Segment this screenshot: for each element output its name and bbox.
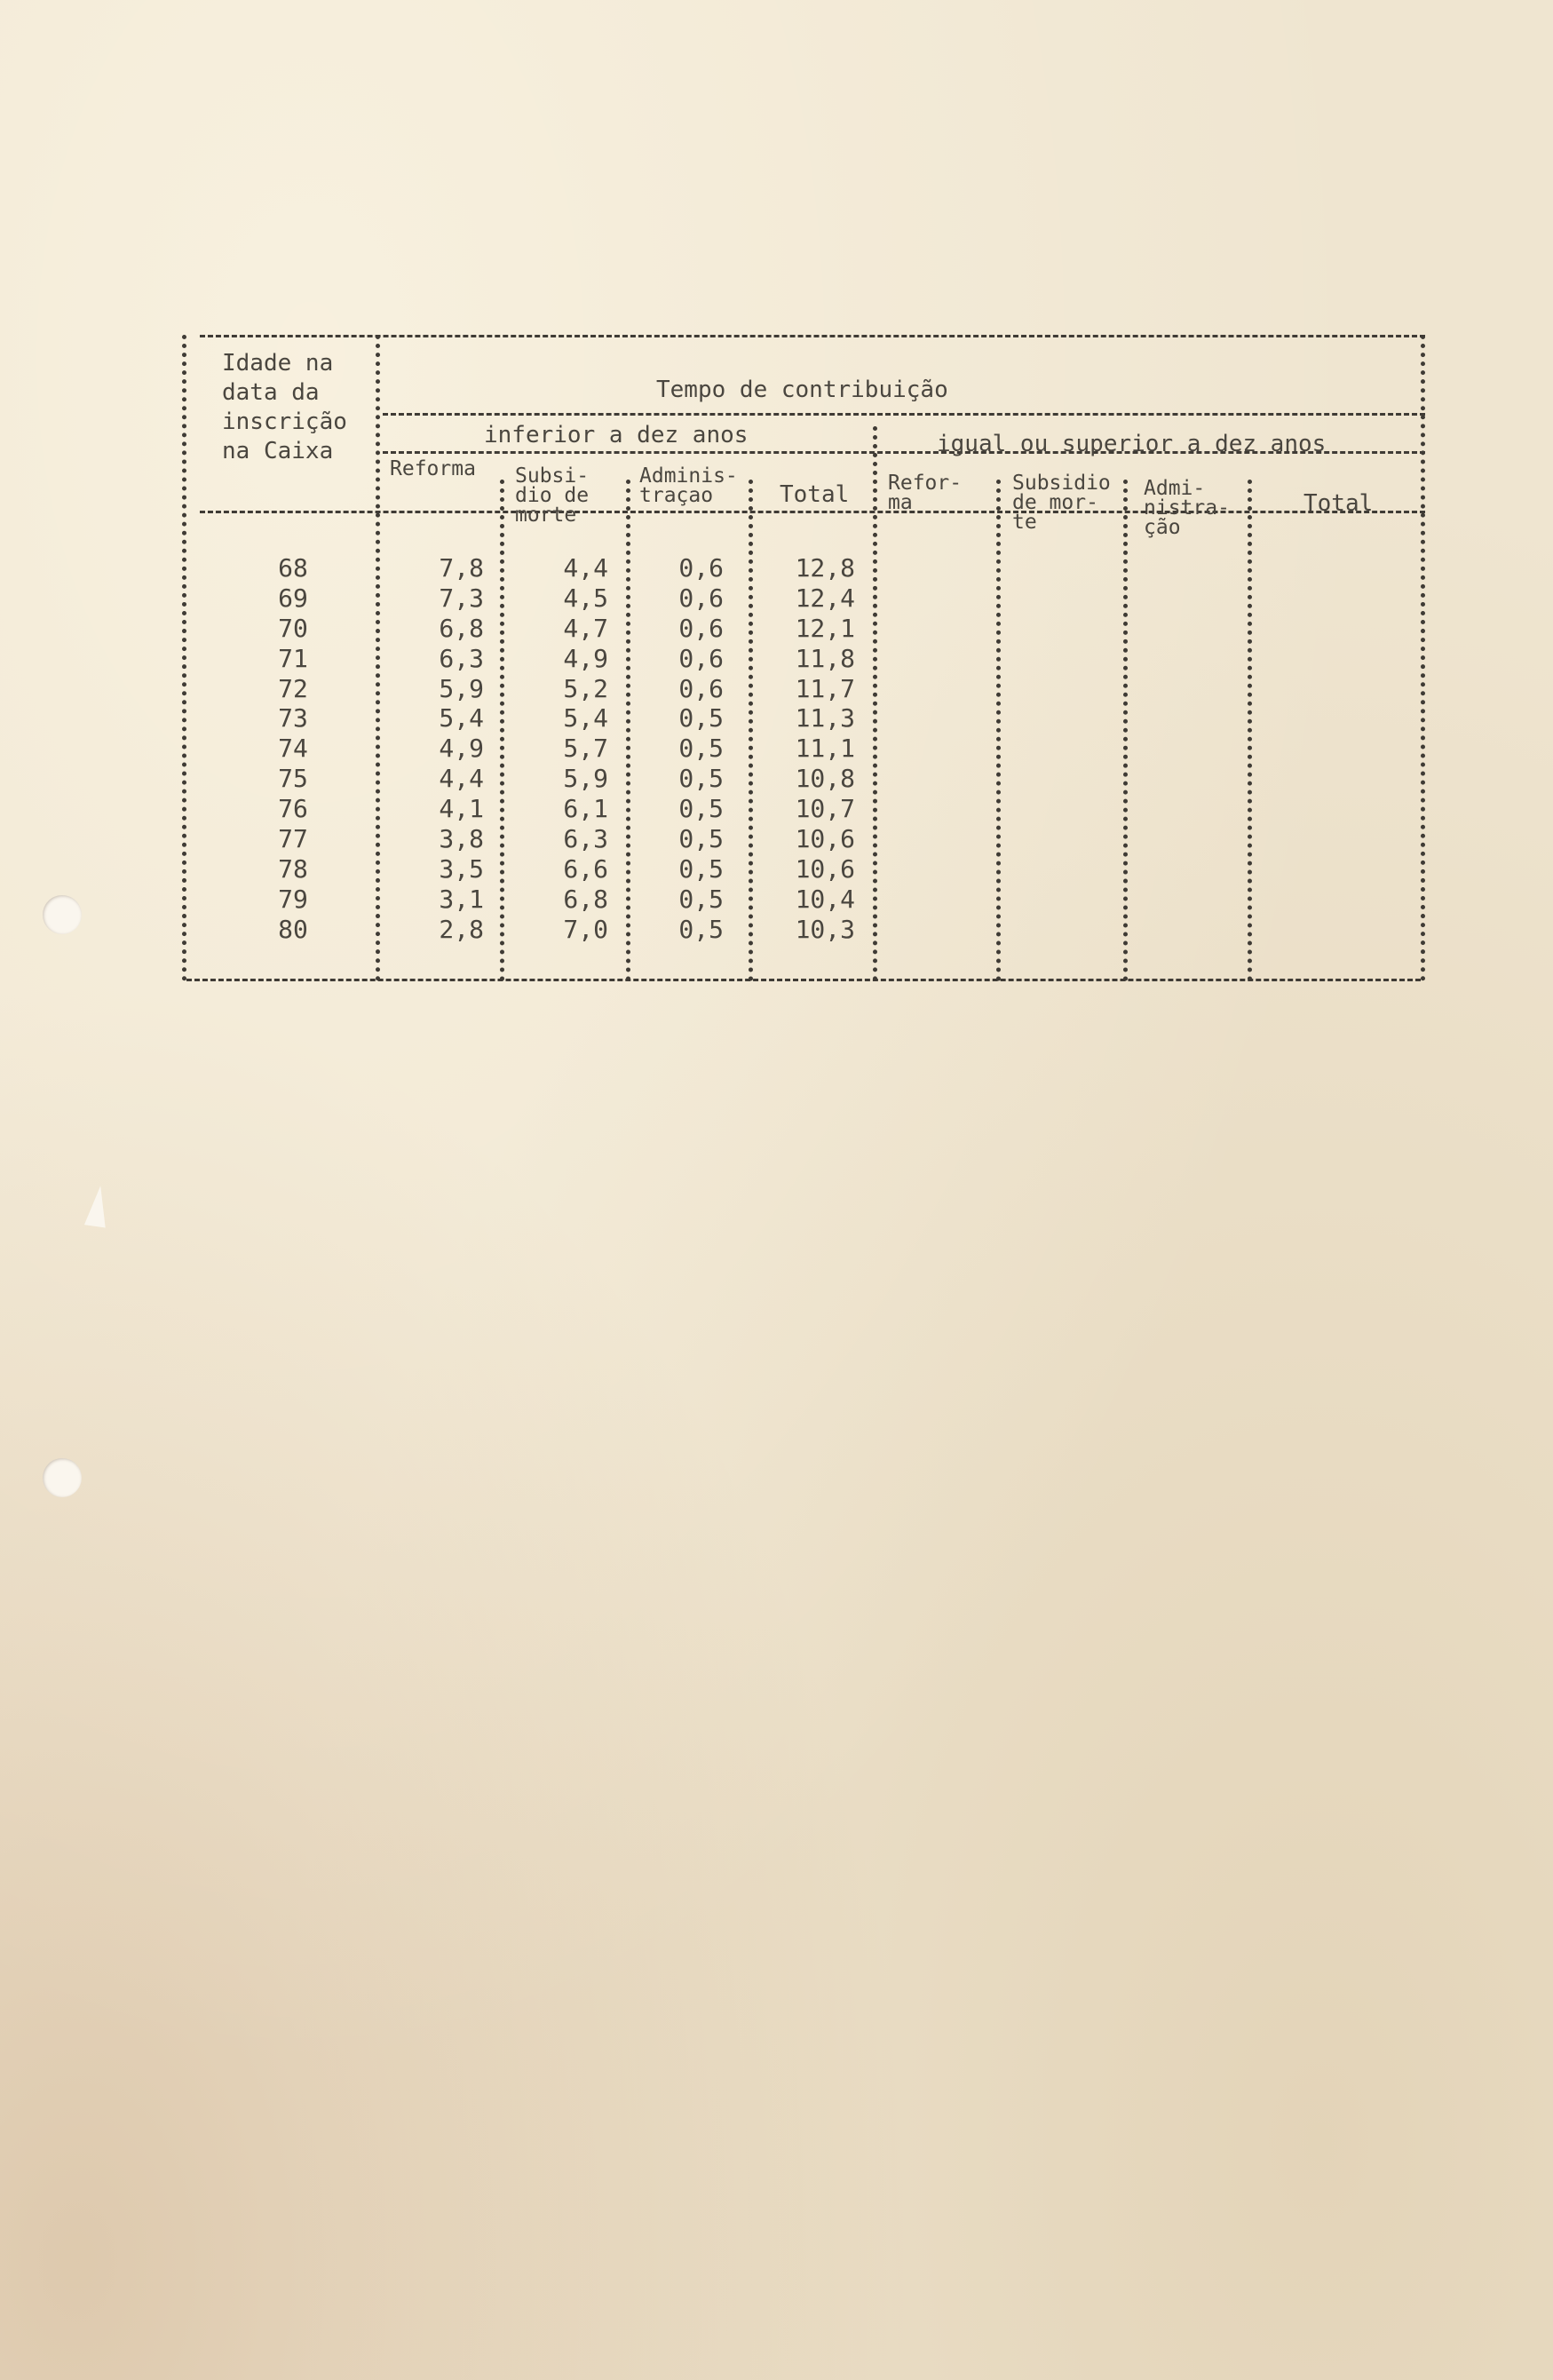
punch-hole-top bbox=[43, 895, 82, 934]
table-cell: 74 bbox=[278, 734, 308, 764]
table-cell: 11,7 bbox=[795, 673, 855, 703]
main-header: Tempo de contribuição bbox=[656, 377, 948, 403]
table-cell: 0,5 bbox=[678, 794, 724, 824]
age-header: Idade na data da inscrição na Caixa bbox=[222, 350, 347, 464]
table-cell: 2,8 bbox=[439, 914, 484, 944]
paper-tear bbox=[84, 1185, 111, 1228]
col-header-right-subsidio-morte: Subsidio de mor- te bbox=[1012, 472, 1111, 534]
table-cell: 0,5 bbox=[678, 853, 724, 884]
group-right-title: igual ou superior a dez anos bbox=[937, 431, 1327, 457]
col-header-administracao: Adminis- traçao bbox=[639, 464, 738, 507]
col-header-right-reforma: Refor- ma bbox=[888, 472, 963, 514]
table-cell: 5,4 bbox=[439, 703, 484, 734]
table-cell: 6,3 bbox=[563, 824, 608, 854]
table-cell: 7,8 bbox=[439, 553, 484, 583]
table-cell: 6,8 bbox=[563, 884, 608, 914]
table-cell: 72 bbox=[278, 673, 308, 703]
divider-right-subsidio bbox=[1123, 480, 1128, 981]
table-cell: 6,1 bbox=[563, 794, 608, 824]
table-cell: 4,5 bbox=[563, 583, 608, 613]
table-cell: 10,7 bbox=[795, 794, 855, 824]
table-cell: 0,6 bbox=[678, 583, 724, 613]
table-cell: 12,8 bbox=[795, 553, 855, 583]
table-cell: 3,1 bbox=[439, 884, 484, 914]
table-cell: 4,9 bbox=[563, 643, 608, 673]
table-cell: 4,4 bbox=[563, 553, 608, 583]
table-cell: 70 bbox=[278, 613, 308, 643]
table-cell: 0,5 bbox=[678, 734, 724, 764]
table-cell: 11,8 bbox=[795, 643, 855, 673]
table-cell: 10,3 bbox=[795, 914, 855, 944]
divider-age bbox=[376, 335, 380, 981]
table-cell: 3,8 bbox=[439, 824, 484, 854]
table-cell: 6,6 bbox=[563, 853, 608, 884]
table-cell: 4,7 bbox=[563, 613, 608, 643]
divider-right-adminis bbox=[1248, 480, 1252, 981]
rule-top bbox=[200, 335, 1425, 337]
table-cell: 78 bbox=[278, 853, 308, 884]
table-cell: 4,1 bbox=[439, 794, 484, 824]
col-header-total: Total bbox=[780, 481, 850, 508]
border-right bbox=[1421, 335, 1425, 981]
table-cell: 4,4 bbox=[439, 764, 484, 794]
data-table bbox=[182, 333, 1425, 992]
table-cell: 68 bbox=[278, 553, 308, 583]
table-cell: 79 bbox=[278, 884, 308, 914]
table-cell: 6,3 bbox=[439, 643, 484, 673]
table-cell: 10,4 bbox=[795, 884, 855, 914]
divider-subsidio bbox=[626, 480, 630, 981]
total-column bbox=[750, 553, 855, 945]
table-cell: 80 bbox=[278, 914, 308, 944]
rule-under-main-header bbox=[383, 413, 1425, 416]
punch-hole-bottom bbox=[43, 1458, 82, 1497]
group-left-title: inferior a dez anos bbox=[484, 422, 749, 448]
divider-reforma bbox=[500, 480, 504, 981]
rule-bottom bbox=[186, 979, 1421, 981]
table-cell: 0,6 bbox=[678, 643, 724, 673]
table-cell: 11,1 bbox=[795, 734, 855, 764]
col-header-right-total: Total bbox=[1303, 490, 1374, 517]
divider-right-reforma bbox=[996, 480, 1001, 981]
table-cell: 0,5 bbox=[678, 914, 724, 944]
table-cell: 5,2 bbox=[563, 673, 608, 703]
table-cell: 0,6 bbox=[678, 673, 724, 703]
table-cell: 69 bbox=[278, 583, 308, 613]
table-cell: 10,6 bbox=[795, 824, 855, 854]
table-cell: 6,8 bbox=[439, 613, 484, 643]
table-cell: 0,5 bbox=[678, 884, 724, 914]
col-header-reforma: Reforma bbox=[390, 457, 476, 480]
table-cell: 5,9 bbox=[563, 764, 608, 794]
table-cell: 3,5 bbox=[439, 853, 484, 884]
table-cell: 0,6 bbox=[678, 553, 724, 583]
rule-under-column-headers bbox=[200, 511, 1425, 513]
col-header-right-administracao: Admi- nistra- ção bbox=[1144, 477, 1230, 539]
table-cell: 73 bbox=[278, 703, 308, 734]
table-cell: 7,3 bbox=[439, 583, 484, 613]
table-cell: 76 bbox=[278, 794, 308, 824]
table-cell: 0,5 bbox=[678, 703, 724, 734]
table-cell: 4,9 bbox=[439, 734, 484, 764]
table-cell: 12,1 bbox=[795, 613, 855, 643]
table-cell: 7,0 bbox=[563, 914, 608, 944]
table-cell: 71 bbox=[278, 643, 308, 673]
table-cell: 0,5 bbox=[678, 824, 724, 854]
divider-groups bbox=[873, 426, 877, 981]
col-header-subsidio-morte: Subsi- dio de morte bbox=[515, 464, 590, 527]
table-cell: 0,5 bbox=[678, 764, 724, 794]
table-cell: 5,7 bbox=[563, 734, 608, 764]
table-cell: 0,6 bbox=[678, 613, 724, 643]
age-column bbox=[249, 553, 337, 945]
table-cell: 75 bbox=[278, 764, 308, 794]
table-cell: 10,8 bbox=[795, 764, 855, 794]
table-cell: 11,3 bbox=[795, 703, 855, 734]
table-cell: 5,4 bbox=[563, 703, 608, 734]
border-left bbox=[182, 335, 186, 981]
table-cell: 5,9 bbox=[439, 673, 484, 703]
subsidio-morte-column bbox=[519, 553, 608, 945]
table-cell: 10,6 bbox=[795, 853, 855, 884]
reforma-column bbox=[395, 553, 484, 945]
administracao-column bbox=[635, 553, 724, 945]
table-cell: 77 bbox=[278, 824, 308, 854]
table-cell: 12,4 bbox=[795, 583, 855, 613]
